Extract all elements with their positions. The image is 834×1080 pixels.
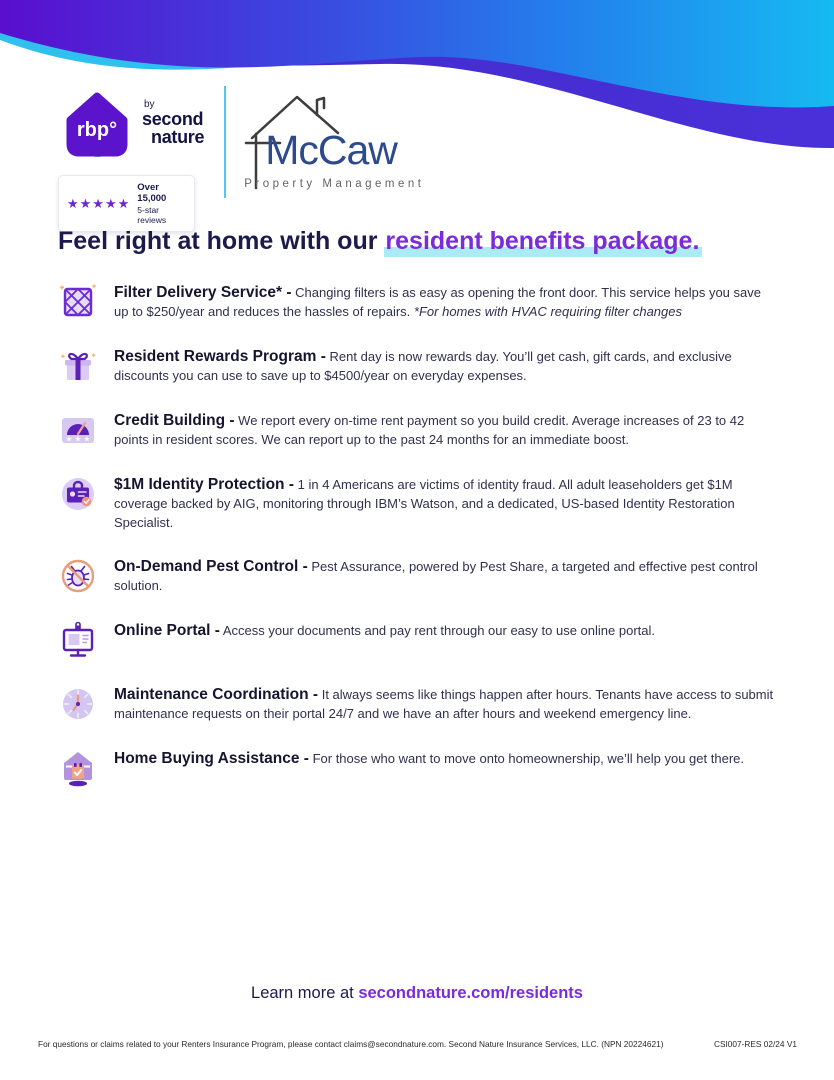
benefit-body: For those who want to move onto homeownership, we’ll help you get there. — [312, 751, 744, 766]
document-code: CSI007-RES 02/24 V1 — [713, 1039, 797, 1049]
rbp-logo-icon — [58, 86, 136, 166]
residents-link[interactable]: secondnature.com/residents — [358, 984, 583, 1002]
mccaw-name: McCaw — [265, 127, 397, 173]
benefit-identity-protection — [58, 473, 776, 532]
benefits-list — [58, 281, 776, 788]
filter-icon — [58, 282, 98, 322]
benefit-credit-building — [58, 409, 776, 450]
by-label: by — [144, 99, 155, 111]
benefit-title: Maintenance Coordination - — [114, 686, 319, 703]
mccaw-tagline: Property Management — [244, 178, 425, 190]
clock-icon — [58, 684, 98, 724]
monitor-icon — [58, 620, 98, 660]
headline-prefix: Feel right at home with our — [58, 227, 385, 255]
brand-word-second: second — [142, 109, 204, 130]
reviews-count: Over 15,000 — [137, 182, 167, 205]
benefit-pest-control — [58, 555, 776, 596]
house-check-icon — [58, 748, 98, 788]
benefit-body: Changing filters is as easy as opening the front door. This service helps you save up to $250/year and reduces the hassles of repairs. — [114, 285, 761, 319]
benefit-filter-delivery — [58, 281, 776, 322]
svg-text:rbp°: rbp° — [76, 119, 118, 141]
svg-text:★: ★ — [65, 434, 73, 444]
svg-text:★: ★ — [83, 434, 91, 444]
benefit-resident-rewards — [58, 345, 776, 386]
star-rating-icon: ★★★★★ — [67, 196, 131, 212]
no-pest-icon — [58, 556, 98, 596]
benefit-title: $1M Identity Protection - — [114, 476, 294, 493]
benefit-home-buying — [58, 747, 776, 788]
benefit-body: Rent day is now rewards day. You’ll get cash, gift cards, and exclusive discounts you can use to save up to $4500/year on everyday expenses. — [114, 349, 732, 383]
insurance-disclaimer: For questions or claims related to your Renters Insurance Program, please contact claims@secondnature.com. Second Nature Insurance Services, LLC. (NPN 20224621) — [38, 1039, 664, 1049]
benefit-note: *For homes with HVAC requiring filter changes — [413, 304, 682, 319]
benefit-body: 1 in 4 Americans are victims of identity fraud. All adult leaseholders get $1M coverage backed by AIG, monitoring through IBM’s Watson, and a dedicated, US-based Identity Restoration Specialist. — [114, 477, 735, 530]
reviews-label: 5-star reviews — [137, 204, 167, 225]
benefit-maintenance — [58, 683, 776, 724]
benefit-title: Credit Building - — [114, 412, 235, 429]
benefit-title: Home Buying Assistance - — [114, 750, 309, 767]
svg-text:★: ★ — [74, 434, 82, 444]
learn-more — [0, 984, 834, 1003]
gift-icon — [58, 346, 98, 386]
benefit-online-portal — [58, 619, 776, 660]
benefit-title: On-Demand Pest Control - — [114, 558, 308, 575]
credit-gauge-icon — [58, 410, 98, 450]
rbp-brand-block — [58, 86, 204, 232]
reviews-badge — [58, 175, 195, 232]
benefit-title: Online Portal - — [114, 622, 220, 639]
page-title — [58, 226, 818, 256]
mccaw-logo — [240, 86, 455, 198]
benefit-body: We report every on-time rent payment so you build credit. Average increases of 23 to 42 points in resident scores. We can report up to the past 24 months for an immediate boost. — [114, 413, 745, 447]
benefit-body: Access your documents and pay rent through our easy to use online portal. — [222, 623, 655, 638]
brand-word-nature: nature — [151, 126, 205, 147]
benefit-body: Pest Assurance, powered by Pest Share, a targeted and effective pest control solution. — [114, 559, 758, 593]
benefit-body: It always seems like things happen after hours. Tenants have access to submit maintenance requests on their portal 24/7 and we have an after hours and weekend emergency line. — [114, 687, 774, 721]
fine-print — [38, 1039, 797, 1049]
id-protection-icon — [58, 474, 98, 514]
logo-row — [58, 86, 455, 232]
learn-more-prefix: Learn more at — [251, 984, 359, 1002]
headline-highlight: resident benefits package. — [384, 227, 702, 257]
logo-divider — [224, 86, 226, 198]
benefit-title: Filter Delivery Service* - — [114, 284, 292, 301]
second-nature-wordmark — [142, 100, 204, 145]
benefit-title: Resident Rewards Program - — [114, 348, 326, 365]
